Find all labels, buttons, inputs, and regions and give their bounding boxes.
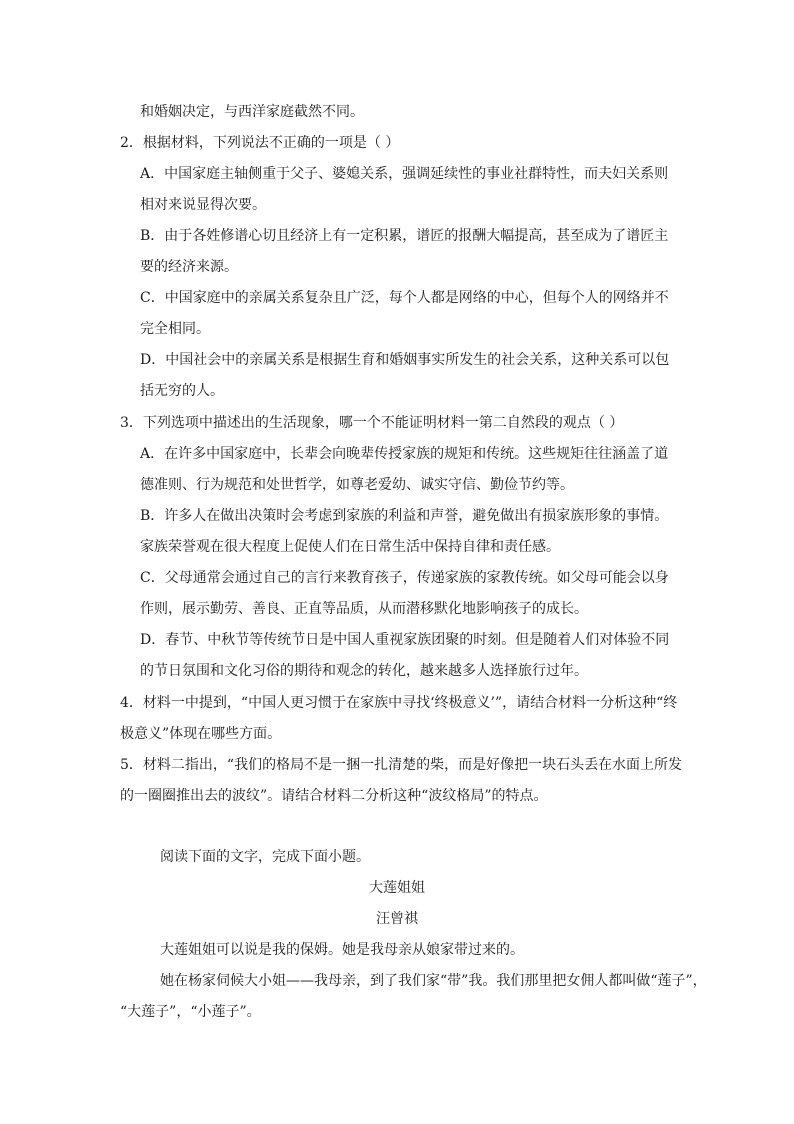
q2-option-a-line-2: 相对来说显得次要。 [140, 197, 266, 213]
question-3-stem: 3．下列选项中描述出的生活现象，哪一个不能证明材料一第二自然段的观点（ ） [120, 415, 624, 431]
q2-option-d-line-1: D．中国社会中的亲属关系是根据生育和婚姻事实所发生的社会关系，这种关系可以包 [140, 352, 670, 368]
article-author: 汪曾祺 [376, 911, 418, 927]
q2-option-d-line-2: 括无穷的人。 [140, 383, 224, 399]
article-paragraph-2-line-1: 她在杨家伺候大小姐——我母亲，到了我们家“带”我。我们那里把女佣人都叫做“莲子”， [160, 973, 707, 989]
q2-option-b-line-2: 要的经济来源。 [140, 259, 238, 275]
q3-option-a-line-2: 德准则、行为规范和处世哲学，如尊老爱幼、诚实守信、勤俭节约等。 [140, 477, 574, 493]
q2-option-c-line-1: C．中国家庭中的亲属关系复杂且广泛，每个人都是网络的中心，但每个人的网络并不 [140, 290, 669, 306]
question-4-line-2: 极意义”体现在哪些方面。 [120, 726, 282, 742]
q3-option-d-line-1: D．春节、中秋节等传统节日是中国人重视家族团聚的时刻。但是随着人们对体验不同 [140, 632, 670, 648]
article-paragraph-1: 大莲姐姐可以说是我的保姆。她是我母亲从娘家带过来的。 [160, 942, 524, 958]
reading-instruction: 阅读下面的文字，完成下面小题。 [160, 849, 370, 865]
article-title: 大莲姐姐 [369, 880, 425, 896]
q3-option-b-line-2: 家族荣誉观在很大程度上促使人们在日常生活中保持自律和责任感。 [140, 539, 560, 555]
q3-option-c-line-1: C．父母通常会通过自己的言行来教育孩子，传递家族的家教传统。如父母可能会以身 [140, 570, 669, 586]
continuation-line: 和婚姻决定，与西洋家庭截然不同。 [140, 104, 364, 120]
q2-option-c-line-2: 完全相同。 [140, 321, 210, 337]
q2-option-b-line-1: B．由于各姓修谱心切且经济上有一定积累，谱匠的报酬大幅提高，甚至成为了谱匠主 [140, 228, 669, 244]
q3-option-c-line-2: 作则，展示勤劳、善良、正直等品质，从而潜移默化地影响孩子的成长。 [140, 601, 588, 617]
question-4-line-1: 4．材料一中提到，“中国人更习惯于在家族中寻找‘终极意义’”，请结合材料一分析这种“终 [120, 695, 678, 711]
question-5-line-1: 5．材料二指出，“我们的格局不是一捆一扎清楚的柴，而是好像把一块石头丢在水面上所发 [120, 757, 683, 773]
question-5-line-2: 的一圈圈推出去的波纹”。请结合材料二分析这种“波纹格局”的特点。 [120, 788, 548, 804]
article-paragraph-2-line-2: “大莲子”，“小莲子”。 [120, 1004, 261, 1020]
question-2-stem: 2．根据材料，下列说法不正确的一项是（ ） [120, 135, 400, 151]
q2-option-a-line-1: A．中国家庭主轴侧重于父子、婆媳关系，强调延续性的事业社群特性，而夫妇关系则 [140, 166, 669, 182]
q3-option-b-line-1: B．许多人在做出决策时会考虑到家族的利益和声誉，避免做出有损家族形象的事情。 [140, 508, 669, 524]
q3-option-d-line-2: 的节日氛围和文化习俗的期待和观念的转化，越来越多人选择旅行过年。 [140, 663, 588, 679]
q3-option-a-line-1: A．在许多中国家庭中，长辈会向晚辈传授家族的规矩和传统。这些规矩往往涵盖了道 [140, 446, 669, 462]
